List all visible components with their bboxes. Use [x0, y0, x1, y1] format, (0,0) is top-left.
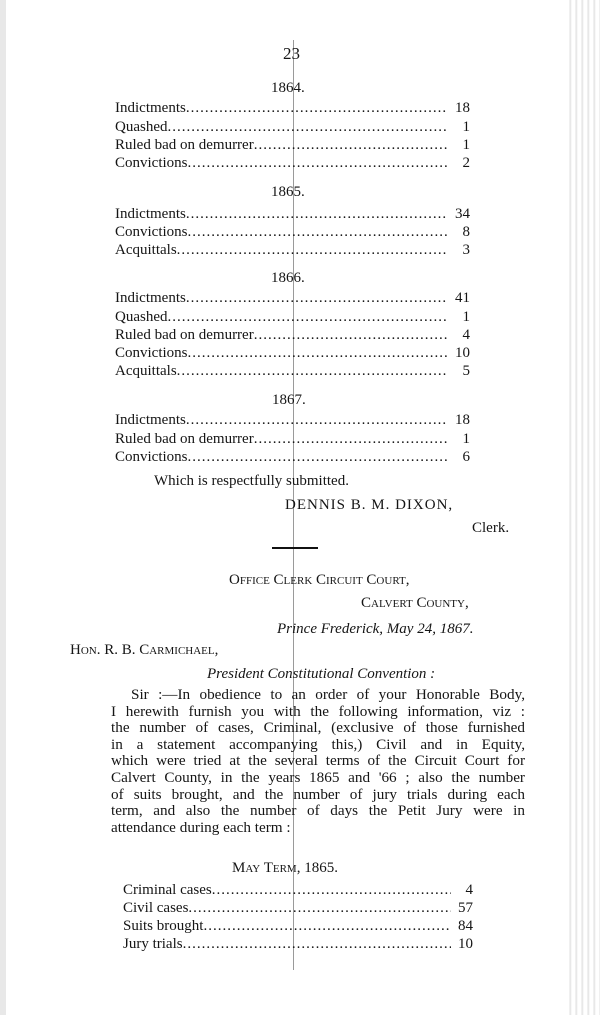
section-divider — [272, 547, 318, 549]
row-label: Ruled bad on demurrer — [115, 327, 254, 343]
office-line-1: Office Clerk Circuit Court, — [229, 572, 410, 588]
table-row — [115, 206, 470, 224]
letter-body — [111, 687, 525, 836]
row-value: 10 — [458, 936, 473, 952]
row-value: 41 — [455, 290, 470, 306]
row-value: 1 — [462, 119, 470, 135]
row-label: Civil cases — [123, 900, 189, 916]
scan-right-edge — [566, 0, 600, 1015]
addressee-title: President Constitutional Convention : — [207, 666, 436, 682]
row-value: 18 — [455, 412, 470, 428]
row-value: 57 — [458, 900, 473, 916]
row-value: 5 — [462, 363, 470, 379]
table-row — [115, 242, 470, 260]
closing-line: Which is respectfully submitted. — [154, 473, 349, 489]
row-label: Ruled bad on demurrer — [115, 137, 254, 153]
table-row — [115, 290, 470, 308]
row-value: 1 — [462, 309, 470, 325]
row-label: Criminal cases — [123, 882, 212, 898]
row-label: Indictments — [115, 206, 186, 222]
row-value: 1 — [462, 431, 470, 447]
table-row — [123, 918, 473, 936]
letter-line: which were tried at the several terms of the Circuit Court for — [111, 752, 525, 770]
row-label: Acquittals — [115, 242, 177, 258]
year-heading-1867: 1867. — [272, 392, 306, 408]
table-row — [115, 449, 470, 467]
row-label: Convictions — [115, 155, 188, 171]
table-row — [115, 363, 470, 381]
place-date: Prince Frederick, May 24, 1867. — [277, 621, 474, 637]
row-value: 2 — [462, 155, 470, 171]
table-row — [115, 137, 470, 155]
table-row — [123, 882, 473, 900]
signer-title: Clerk. — [472, 520, 510, 536]
table-row — [123, 936, 473, 954]
table-row — [123, 900, 473, 918]
row-value: 8 — [462, 224, 470, 240]
table-row — [115, 119, 470, 137]
letter-line: I herewith furnish you with the following information, viz : — [111, 702, 525, 720]
term-heading: May Term, 1865. — [232, 860, 338, 876]
table-row — [115, 327, 470, 345]
row-value: 34 — [455, 206, 470, 222]
row-label: Quashed — [115, 309, 168, 325]
year-heading-1866: 1866. — [271, 270, 305, 286]
table-row — [115, 431, 470, 449]
page-number: 23 — [283, 44, 300, 63]
office-line-2: Calvert County, — [361, 595, 469, 611]
row-label: Convictions — [115, 224, 188, 240]
table-row — [115, 345, 470, 363]
letter-line: of suits brought, and the number of jury trials during each — [111, 785, 525, 803]
signer-name: DENNIS B. M. DIXON, — [285, 497, 454, 513]
letter-line: term, and also the number of days the Petit Jury were in — [111, 802, 525, 820]
letter-line: attendance during each term : — [111, 818, 291, 836]
row-label: Indictments — [115, 290, 186, 306]
table-row — [115, 412, 470, 430]
table-row — [115, 224, 470, 242]
addressee: Hon. R. B. Carmichael, — [70, 642, 219, 658]
row-label: Jury trials — [123, 936, 183, 952]
row-label: Suits brought — [123, 918, 204, 934]
year-heading-1864: 1864. — [271, 80, 305, 96]
row-value: 4 — [462, 327, 470, 343]
year-heading-1865: 1865. — [271, 184, 305, 200]
scan-left-edge — [0, 0, 6, 1015]
row-label: Ruled bad on demurrer — [115, 431, 254, 447]
row-label: Acquittals — [115, 363, 177, 379]
row-label: Indictments — [115, 100, 186, 116]
letter-line: in a statement accompanying this,) Civil and in Equity, — [111, 735, 525, 753]
letter-line: Calvert County, in the years 1865 and '66 ; also the number — [111, 768, 525, 786]
row-value: 18 — [455, 100, 470, 116]
row-value: 84 — [458, 918, 473, 934]
table-row — [115, 100, 470, 118]
row-value: 6 — [462, 449, 470, 465]
letter-line: Sir :—In obedience to an order of your Honorable Body, — [131, 686, 525, 703]
table-row — [115, 155, 470, 173]
row-value: 10 — [455, 345, 470, 361]
letter-line: the number of cases, Criminal, (exclusive of those furnished — [111, 719, 525, 737]
row-value: 4 — [465, 882, 473, 898]
table-row — [115, 309, 470, 327]
row-label: Indictments — [115, 412, 186, 428]
row-label: Convictions — [115, 345, 188, 361]
row-label: Quashed — [115, 119, 168, 135]
row-value: 1 — [462, 137, 470, 153]
row-value: 3 — [462, 242, 470, 258]
row-label: Convictions — [115, 449, 188, 465]
